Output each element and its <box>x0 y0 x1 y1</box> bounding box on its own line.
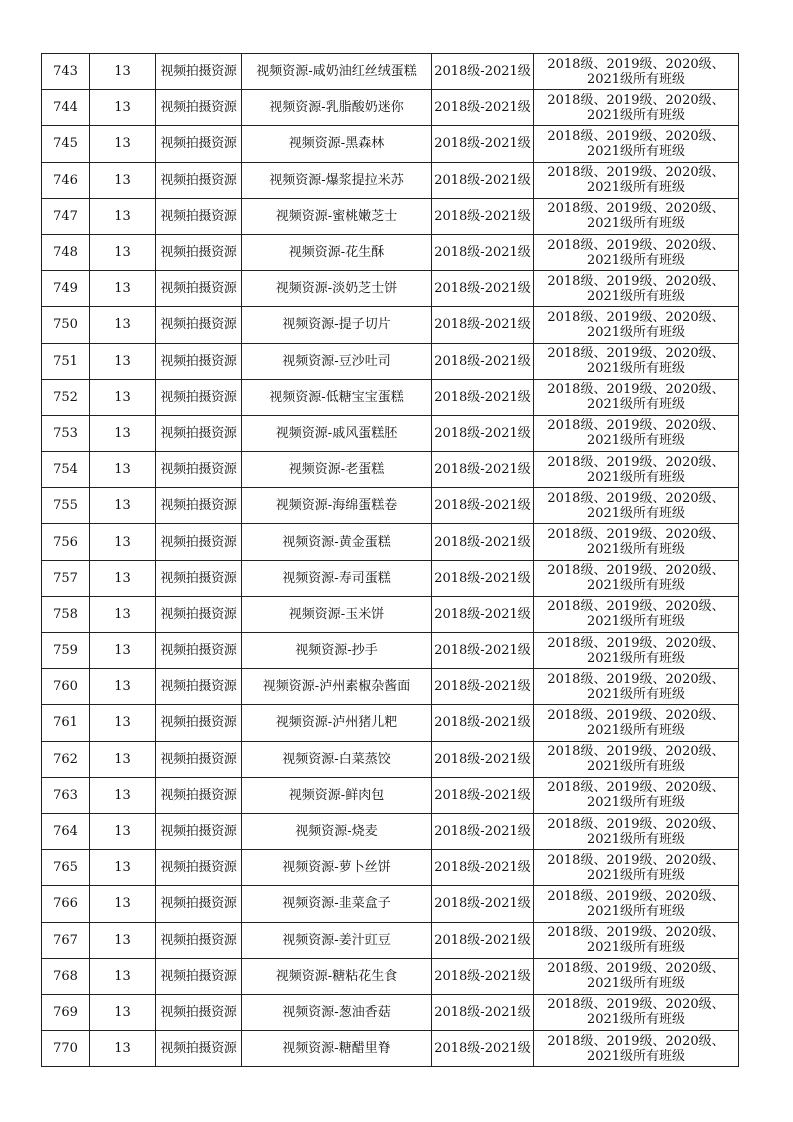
table-row <box>42 271 739 307</box>
classes-line: 2018级、2019级、2020级、 <box>547 1033 725 1049</box>
resource-name-cell: 视频资源-蜜桃嫩芝士 <box>242 198 432 234</box>
classes-line: 2018级、2019级、2020级、 <box>547 888 725 904</box>
grade-range-cell: 2018级-2021级 <box>432 126 534 162</box>
resource-name-cell: 视频资源-泸州素椒杂酱面 <box>242 669 432 705</box>
resource-type-cell: 视频拍摄资源 <box>156 343 242 379</box>
count-cell: 13 <box>90 524 156 560</box>
grade-range-cell: 2018级-2021级 <box>432 741 534 777</box>
applicable-classes-cell <box>534 271 739 307</box>
resource-name-cell: 视频资源-淡奶芝士饼 <box>242 271 432 307</box>
row-number-cell: 759 <box>42 633 90 669</box>
count-cell: 13 <box>90 343 156 379</box>
classes-line: 2021级所有班级 <box>586 903 686 919</box>
grade-range-cell: 2018级-2021级 <box>432 524 534 560</box>
grade-range-cell: 2018级-2021级 <box>432 198 534 234</box>
resource-type-cell: 视频拍摄资源 <box>156 813 242 849</box>
resource-name-cell: 视频资源-鲜肉包 <box>242 777 432 813</box>
resource-type-cell: 视频拍摄资源 <box>156 452 242 488</box>
resource-type-cell: 视频拍摄资源 <box>156 596 242 632</box>
resource-type-cell: 视频拍摄资源 <box>156 307 242 343</box>
classes-line: 2018级、2019级、2020级、 <box>547 599 725 615</box>
classes-line: 2021级所有班级 <box>586 614 686 630</box>
row-number-cell: 766 <box>42 886 90 922</box>
resource-name-cell: 视频资源-姜汁豇豆 <box>242 922 432 958</box>
resource-type-cell: 视频拍摄资源 <box>156 379 242 415</box>
resource-name-cell: 视频资源-戚风蛋糕胚 <box>242 415 432 451</box>
resource-table <box>41 53 739 1067</box>
classes-line: 2018级、2019级、2020级、 <box>547 744 725 760</box>
applicable-classes-cell <box>534 126 739 162</box>
applicable-classes-cell <box>534 415 739 451</box>
resource-name-cell: 视频资源-爆浆提拉米苏 <box>242 162 432 198</box>
resource-type-cell: 视频拍摄资源 <box>156 488 242 524</box>
resource-name-cell: 视频资源-咸奶油红丝绒蛋糕 <box>242 54 432 90</box>
classes-line: 2021级所有班级 <box>586 1012 686 1028</box>
count-cell: 13 <box>90 850 156 886</box>
row-number-cell: 767 <box>42 922 90 958</box>
resource-type-cell: 视频拍摄资源 <box>156 162 242 198</box>
row-number-cell: 762 <box>42 741 90 777</box>
applicable-classes-cell <box>534 524 739 560</box>
row-number-cell: 746 <box>42 162 90 198</box>
resource-type-cell: 视频拍摄资源 <box>156 1031 242 1067</box>
classes-line: 2018级、2019级、2020级、 <box>547 852 725 868</box>
grade-range-cell: 2018级-2021级 <box>432 633 534 669</box>
table-row <box>42 922 739 958</box>
classes-line: 2018级、2019级、2020级、 <box>547 527 725 543</box>
grade-range-cell: 2018级-2021级 <box>432 922 534 958</box>
resource-type-cell: 视频拍摄资源 <box>156 234 242 270</box>
table-row <box>42 958 739 994</box>
grade-range-cell: 2018级-2021级 <box>432 488 534 524</box>
applicable-classes-cell <box>534 886 739 922</box>
count-cell: 13 <box>90 813 156 849</box>
resource-name-cell: 视频资源-韭菜盒子 <box>242 886 432 922</box>
classes-line: 2021级所有班级 <box>586 722 686 738</box>
table-row <box>42 705 739 741</box>
classes-line: 2021级所有班级 <box>586 143 686 159</box>
count-cell: 13 <box>90 741 156 777</box>
applicable-classes-cell <box>534 198 739 234</box>
classes-line: 2021级所有班级 <box>586 831 686 847</box>
table-row <box>42 198 739 234</box>
grade-range-cell: 2018级-2021级 <box>432 415 534 451</box>
row-number-cell: 770 <box>42 1031 90 1067</box>
row-number-cell: 764 <box>42 813 90 849</box>
table-row <box>42 234 739 270</box>
grade-range-cell: 2018级-2021级 <box>432 162 534 198</box>
applicable-classes-cell <box>534 994 739 1030</box>
count-cell: 13 <box>90 488 156 524</box>
resource-name-cell: 视频资源-糖粘花生食 <box>242 958 432 994</box>
resource-name-cell: 视频资源-海绵蛋糕卷 <box>242 488 432 524</box>
classes-line: 2018级、2019级、2020级、 <box>547 165 725 181</box>
classes-line: 2021级所有班级 <box>586 433 686 449</box>
table-row <box>42 850 739 886</box>
resource-type-cell: 视频拍摄资源 <box>156 669 242 705</box>
resource-name-cell: 视频资源-提子切片 <box>242 307 432 343</box>
grade-range-cell: 2018级-2021级 <box>432 777 534 813</box>
resource-name-cell: 视频资源-黄金蛋糕 <box>242 524 432 560</box>
classes-line: 2018级、2019级、2020级、 <box>547 92 725 108</box>
resource-name-cell: 视频资源-黑森林 <box>242 126 432 162</box>
table-row <box>42 524 739 560</box>
table-row <box>42 307 739 343</box>
resource-type-cell: 视频拍摄资源 <box>156 741 242 777</box>
applicable-classes-cell <box>534 307 739 343</box>
count-cell: 13 <box>90 886 156 922</box>
table-row <box>42 560 739 596</box>
applicable-classes-cell <box>534 90 739 126</box>
applicable-classes-cell <box>534 379 739 415</box>
classes-line: 2018级、2019级、2020级、 <box>547 128 725 144</box>
resource-name-cell: 视频资源-葱油香菇 <box>242 994 432 1030</box>
table-row <box>42 1031 739 1067</box>
row-number-cell: 747 <box>42 198 90 234</box>
resource-type-cell: 视频拍摄资源 <box>156 126 242 162</box>
classes-line: 2018级、2019级、2020级、 <box>547 925 725 941</box>
table-row <box>42 886 739 922</box>
resource-name-cell: 视频资源-老蛋糕 <box>242 452 432 488</box>
classes-line: 2021级所有班级 <box>586 288 686 304</box>
row-number-cell: 761 <box>42 705 90 741</box>
resource-type-cell: 视频拍摄资源 <box>156 198 242 234</box>
classes-line: 2021级所有班级 <box>586 71 686 87</box>
resource-type-cell: 视频拍摄资源 <box>156 777 242 813</box>
table-row <box>42 994 739 1030</box>
resource-name-cell: 视频资源-寿司蛋糕 <box>242 560 432 596</box>
row-number-cell: 758 <box>42 596 90 632</box>
grade-range-cell: 2018级-2021级 <box>432 596 534 632</box>
row-number-cell: 756 <box>42 524 90 560</box>
count-cell: 13 <box>90 379 156 415</box>
count-cell: 13 <box>90 126 156 162</box>
resource-name-cell: 视频资源-低糖宝宝蛋糕 <box>242 379 432 415</box>
row-number-cell: 752 <box>42 379 90 415</box>
classes-line: 2018级、2019级、2020级、 <box>547 201 725 217</box>
table-row <box>42 343 739 379</box>
resource-type-cell: 视频拍摄资源 <box>156 271 242 307</box>
count-cell: 13 <box>90 1031 156 1067</box>
classes-line: 2021级所有班级 <box>586 976 686 992</box>
row-number-cell: 751 <box>42 343 90 379</box>
classes-line: 2018级、2019级、2020级、 <box>547 346 725 362</box>
row-number-cell: 745 <box>42 126 90 162</box>
classes-line: 2018级、2019级、2020级、 <box>547 237 725 253</box>
classes-line: 2021级所有班级 <box>586 469 686 485</box>
classes-line: 2018级、2019级、2020级、 <box>547 816 725 832</box>
grade-range-cell: 2018级-2021级 <box>432 343 534 379</box>
grade-range-cell: 2018级-2021级 <box>432 958 534 994</box>
row-number-cell: 755 <box>42 488 90 524</box>
classes-line: 2021级所有班级 <box>586 795 686 811</box>
resource-name-cell: 视频资源-萝卜丝饼 <box>242 850 432 886</box>
resource-type-cell: 视频拍摄资源 <box>156 560 242 596</box>
applicable-classes-cell <box>534 560 739 596</box>
row-number-cell: 748 <box>42 234 90 270</box>
grade-range-cell: 2018级-2021级 <box>432 1031 534 1067</box>
applicable-classes-cell <box>534 958 739 994</box>
grade-range-cell: 2018级-2021级 <box>432 994 534 1030</box>
resource-type-cell: 视频拍摄资源 <box>156 705 242 741</box>
resource-type-cell: 视频拍摄资源 <box>156 54 242 90</box>
table-row <box>42 741 739 777</box>
resource-name-cell: 视频资源-豆沙吐司 <box>242 343 432 379</box>
resource-name-cell: 视频资源-白菜蒸饺 <box>242 741 432 777</box>
classes-line: 2018级、2019级、2020级、 <box>547 382 725 398</box>
applicable-classes-cell <box>534 1031 739 1067</box>
classes-line: 2021级所有班级 <box>586 578 686 594</box>
grade-range-cell: 2018级-2021级 <box>432 90 534 126</box>
row-number-cell: 743 <box>42 54 90 90</box>
count-cell: 13 <box>90 162 156 198</box>
classes-line: 2018级、2019级、2020级、 <box>547 997 725 1013</box>
resource-name-cell: 视频资源-乳脂酸奶迷你 <box>242 90 432 126</box>
table-row <box>42 452 739 488</box>
table-row <box>42 488 739 524</box>
grade-range-cell: 2018级-2021级 <box>432 813 534 849</box>
classes-line: 2021级所有班级 <box>586 107 686 123</box>
count-cell: 13 <box>90 54 156 90</box>
applicable-classes-cell <box>534 705 739 741</box>
resource-name-cell: 视频资源-抄手 <box>242 633 432 669</box>
classes-line: 2021级所有班级 <box>586 324 686 340</box>
classes-line: 2021级所有班级 <box>586 650 686 666</box>
grade-range-cell: 2018级-2021级 <box>432 271 534 307</box>
table-row <box>42 90 739 126</box>
count-cell: 13 <box>90 198 156 234</box>
grade-range-cell: 2018级-2021级 <box>432 307 534 343</box>
applicable-classes-cell <box>534 813 739 849</box>
classes-line: 2018级、2019级、2020级、 <box>547 707 725 723</box>
row-number-cell: 757 <box>42 560 90 596</box>
grade-range-cell: 2018级-2021级 <box>432 705 534 741</box>
table-row <box>42 633 739 669</box>
classes-line: 2018级、2019级、2020级、 <box>547 563 725 579</box>
count-cell: 13 <box>90 234 156 270</box>
count-cell: 13 <box>90 777 156 813</box>
resource-name-cell: 视频资源-泸州猪儿粑 <box>242 705 432 741</box>
classes-line: 2021级所有班级 <box>586 361 686 377</box>
classes-line: 2018级、2019级、2020级、 <box>547 309 725 325</box>
row-number-cell: 749 <box>42 271 90 307</box>
resource-type-cell: 视频拍摄资源 <box>156 90 242 126</box>
count-cell: 13 <box>90 560 156 596</box>
grade-range-cell: 2018级-2021级 <box>432 234 534 270</box>
applicable-classes-cell <box>534 633 739 669</box>
applicable-classes-cell <box>534 343 739 379</box>
applicable-classes-cell <box>534 741 739 777</box>
count-cell: 13 <box>90 705 156 741</box>
grade-range-cell: 2018级-2021级 <box>432 850 534 886</box>
classes-line: 2021级所有班级 <box>586 686 686 702</box>
resource-name-cell: 视频资源-烧麦 <box>242 813 432 849</box>
resource-type-cell: 视频拍摄资源 <box>156 958 242 994</box>
table-row <box>42 415 739 451</box>
applicable-classes-cell <box>534 922 739 958</box>
row-number-cell: 760 <box>42 669 90 705</box>
table-row <box>42 126 739 162</box>
resource-type-cell: 视频拍摄资源 <box>156 994 242 1030</box>
count-cell: 13 <box>90 596 156 632</box>
resource-type-cell: 视频拍摄资源 <box>156 850 242 886</box>
resource-name-cell: 视频资源-玉米饼 <box>242 596 432 632</box>
row-number-cell: 750 <box>42 307 90 343</box>
table-row <box>42 596 739 632</box>
classes-line: 2021级所有班级 <box>586 867 686 883</box>
table-row <box>42 379 739 415</box>
resource-type-cell: 视频拍摄资源 <box>156 524 242 560</box>
grade-range-cell: 2018级-2021级 <box>432 54 534 90</box>
resource-type-cell: 视频拍摄资源 <box>156 886 242 922</box>
grade-range-cell: 2018级-2021级 <box>432 560 534 596</box>
grade-range-cell: 2018级-2021级 <box>432 886 534 922</box>
grade-range-cell: 2018级-2021级 <box>432 669 534 705</box>
resource-name-cell: 视频资源-花生酥 <box>242 234 432 270</box>
classes-line: 2018级、2019级、2020级、 <box>547 418 725 434</box>
row-number-cell: 753 <box>42 415 90 451</box>
applicable-classes-cell <box>534 850 739 886</box>
classes-line: 2021级所有班级 <box>586 252 686 268</box>
applicable-classes-cell <box>534 452 739 488</box>
classes-line: 2021级所有班级 <box>586 542 686 558</box>
table-row <box>42 162 739 198</box>
table-row <box>42 669 739 705</box>
classes-line: 2021级所有班级 <box>586 759 686 775</box>
row-number-cell: 763 <box>42 777 90 813</box>
applicable-classes-cell <box>534 234 739 270</box>
row-number-cell: 744 <box>42 90 90 126</box>
row-number-cell: 765 <box>42 850 90 886</box>
count-cell: 13 <box>90 271 156 307</box>
count-cell: 13 <box>90 922 156 958</box>
grade-range-cell: 2018级-2021级 <box>432 452 534 488</box>
row-number-cell: 769 <box>42 994 90 1030</box>
classes-line: 2021级所有班级 <box>586 180 686 196</box>
count-cell: 13 <box>90 307 156 343</box>
row-number-cell: 754 <box>42 452 90 488</box>
classes-line: 2018级、2019级、2020级、 <box>547 56 725 72</box>
count-cell: 13 <box>90 415 156 451</box>
resource-name-cell: 视频资源-糖醋里脊 <box>242 1031 432 1067</box>
classes-line: 2021级所有班级 <box>586 1048 686 1064</box>
count-cell: 13 <box>90 958 156 994</box>
applicable-classes-cell <box>534 488 739 524</box>
applicable-classes-cell <box>534 162 739 198</box>
table-body <box>42 54 739 1067</box>
count-cell: 13 <box>90 669 156 705</box>
resource-type-cell: 视频拍摄资源 <box>156 633 242 669</box>
classes-line: 2018级、2019级、2020级、 <box>547 780 725 796</box>
classes-line: 2021级所有班级 <box>586 505 686 521</box>
count-cell: 13 <box>90 452 156 488</box>
classes-line: 2018级、2019级、2020级、 <box>547 490 725 506</box>
grade-range-cell: 2018级-2021级 <box>432 379 534 415</box>
classes-line: 2021级所有班级 <box>586 216 686 232</box>
row-number-cell: 768 <box>42 958 90 994</box>
count-cell: 13 <box>90 90 156 126</box>
count-cell: 13 <box>90 994 156 1030</box>
table-row <box>42 813 739 849</box>
classes-line: 2018级、2019级、2020级、 <box>547 454 725 470</box>
applicable-classes-cell <box>534 596 739 632</box>
count-cell: 13 <box>90 633 156 669</box>
classes-line: 2018级、2019级、2020级、 <box>547 635 725 651</box>
resource-type-cell: 视频拍摄资源 <box>156 922 242 958</box>
applicable-classes-cell <box>534 669 739 705</box>
classes-line: 2018级、2019级、2020级、 <box>547 273 725 289</box>
classes-line: 2018级、2019级、2020级、 <box>547 961 725 977</box>
classes-line: 2021级所有班级 <box>586 397 686 413</box>
table-row <box>42 54 739 90</box>
classes-line: 2021级所有班级 <box>586 940 686 956</box>
classes-line: 2018级、2019级、2020级、 <box>547 671 725 687</box>
table-row <box>42 777 739 813</box>
applicable-classes-cell <box>534 777 739 813</box>
applicable-classes-cell <box>534 54 739 90</box>
resource-type-cell: 视频拍摄资源 <box>156 415 242 451</box>
